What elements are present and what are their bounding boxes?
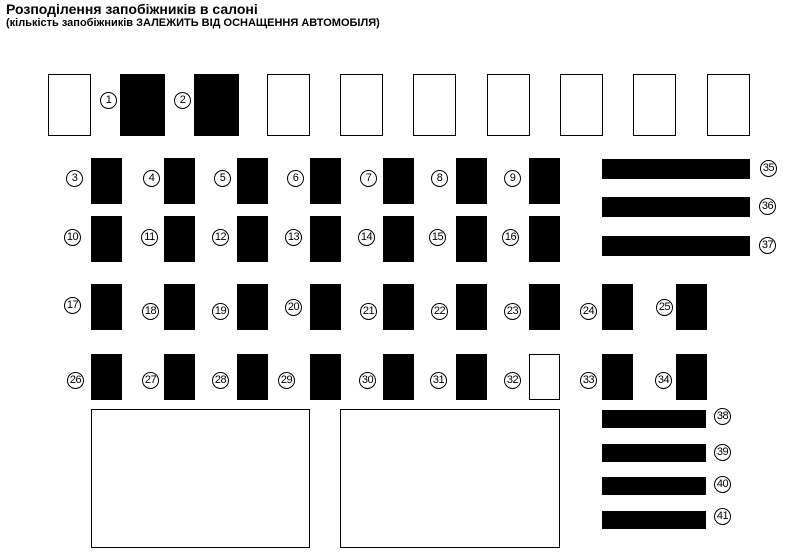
fuse-10: [91, 216, 122, 262]
fuse-26-label: 26: [67, 372, 84, 389]
fuse-17-label: 17: [64, 297, 81, 314]
fuse-25: [676, 284, 707, 330]
fuse-29-label: 29: [278, 372, 295, 389]
fuse-8-label: 8: [431, 170, 448, 187]
fuse-10-label: 10: [64, 229, 81, 246]
fuse-1: [120, 74, 165, 136]
fuse-22-label: 22: [431, 303, 448, 320]
fuse-37: [602, 236, 750, 256]
fuse-20: [310, 284, 341, 330]
fuse-36-label: 36: [759, 198, 776, 215]
fuse-7-label: 7: [360, 170, 377, 187]
fuse-11-label: 11: [141, 229, 158, 246]
fuse-27-label: 27: [142, 372, 159, 389]
fuse-34-label: 34: [655, 372, 672, 389]
fuse-3-label: 3: [66, 170, 83, 187]
relay-block-left: [91, 409, 310, 548]
fuse-37-label: 37: [759, 237, 776, 254]
fuse-13: [310, 216, 341, 262]
relay-slot: [340, 74, 383, 136]
fuse-18-label: 18: [142, 303, 159, 320]
fuse-32-label: 32: [504, 372, 521, 389]
relay-slot: [487, 74, 530, 136]
fuse-39: [602, 444, 706, 462]
fuse-4: [164, 158, 195, 204]
fuse-21: [383, 284, 414, 330]
relay-slot: [633, 74, 676, 136]
fuse-38-label: 38: [714, 408, 731, 425]
fuse-11: [164, 216, 195, 262]
fuse-14: [383, 216, 414, 262]
relay-slot: [707, 74, 750, 136]
fuse-8: [456, 158, 487, 204]
fuse-28: [237, 354, 268, 400]
fuse-5: [237, 158, 268, 204]
relay-slot: [560, 74, 603, 136]
fuse-34: [676, 354, 707, 400]
fuse-4-label: 4: [143, 170, 160, 187]
fuse-14-label: 14: [358, 229, 375, 246]
fuse-35-label: 35: [760, 160, 777, 177]
fuse-40: [602, 477, 706, 495]
fuse-35: [602, 159, 750, 179]
fuse-29: [310, 354, 341, 400]
fuse-7: [383, 158, 414, 204]
fuse-6: [310, 158, 341, 204]
fuse-33: [602, 354, 633, 400]
fuse-16: [529, 216, 560, 262]
fuse-9-label: 9: [504, 170, 521, 187]
fuse-3: [91, 158, 122, 204]
fuse-25-label: 25: [656, 299, 673, 316]
fuse-24: [602, 284, 633, 330]
relay-slot: [267, 74, 310, 136]
fuse-40-label: 40: [714, 476, 731, 493]
fuse-15-label: 15: [429, 229, 446, 246]
fuse-27: [164, 354, 195, 400]
fuse-2-label: 2: [174, 92, 191, 109]
fuse-39-label: 39: [714, 444, 731, 461]
fuse-32: [529, 354, 560, 400]
fuse-21-label: 21: [360, 303, 377, 320]
fuse-19: [237, 284, 268, 330]
fuse-19-label: 19: [212, 303, 229, 320]
fuse-41: [602, 511, 706, 529]
fuse-17: [91, 284, 122, 330]
relay-slot: [48, 74, 91, 136]
fuse-24-label: 24: [580, 303, 597, 320]
fuse-23-label: 23: [504, 303, 521, 320]
fuse-18: [164, 284, 195, 330]
fuse-13-label: 13: [285, 229, 302, 246]
fuse-16-label: 16: [502, 229, 519, 246]
fuse-20-label: 20: [285, 299, 302, 316]
fuse-1-label: 1: [100, 92, 117, 109]
fuse-28-label: 28: [212, 372, 229, 389]
fuse-12: [237, 216, 268, 262]
relay-block-right: [340, 409, 560, 548]
fuse-30-label: 30: [359, 372, 376, 389]
fuse-41-label: 41: [714, 508, 731, 525]
fuse-15: [456, 216, 487, 262]
fuse-36: [602, 197, 750, 217]
fuse-33-label: 33: [580, 372, 597, 389]
relay-slot: [413, 74, 456, 136]
fuse-23: [529, 284, 560, 330]
fuse-22: [456, 284, 487, 330]
page-title: Розподілення запобіжників в салоні: [6, 1, 258, 17]
page-subtitle: (кількість запобіжників ЗАЛЕЖИТЬ ВІД ОСНАЩЕННЯ АВТОМОБІЛЯ): [6, 17, 380, 29]
fuse-12-label: 12: [212, 229, 229, 246]
fuse-31: [456, 354, 487, 400]
fuse-9: [529, 158, 560, 204]
fuse-30: [383, 354, 414, 400]
fuse-2: [194, 74, 239, 136]
fuse-26: [91, 354, 122, 400]
fuse-38: [602, 410, 706, 428]
fuse-31-label: 31: [430, 372, 447, 389]
fuse-5-label: 5: [214, 170, 231, 187]
fuse-6-label: 6: [287, 170, 304, 187]
